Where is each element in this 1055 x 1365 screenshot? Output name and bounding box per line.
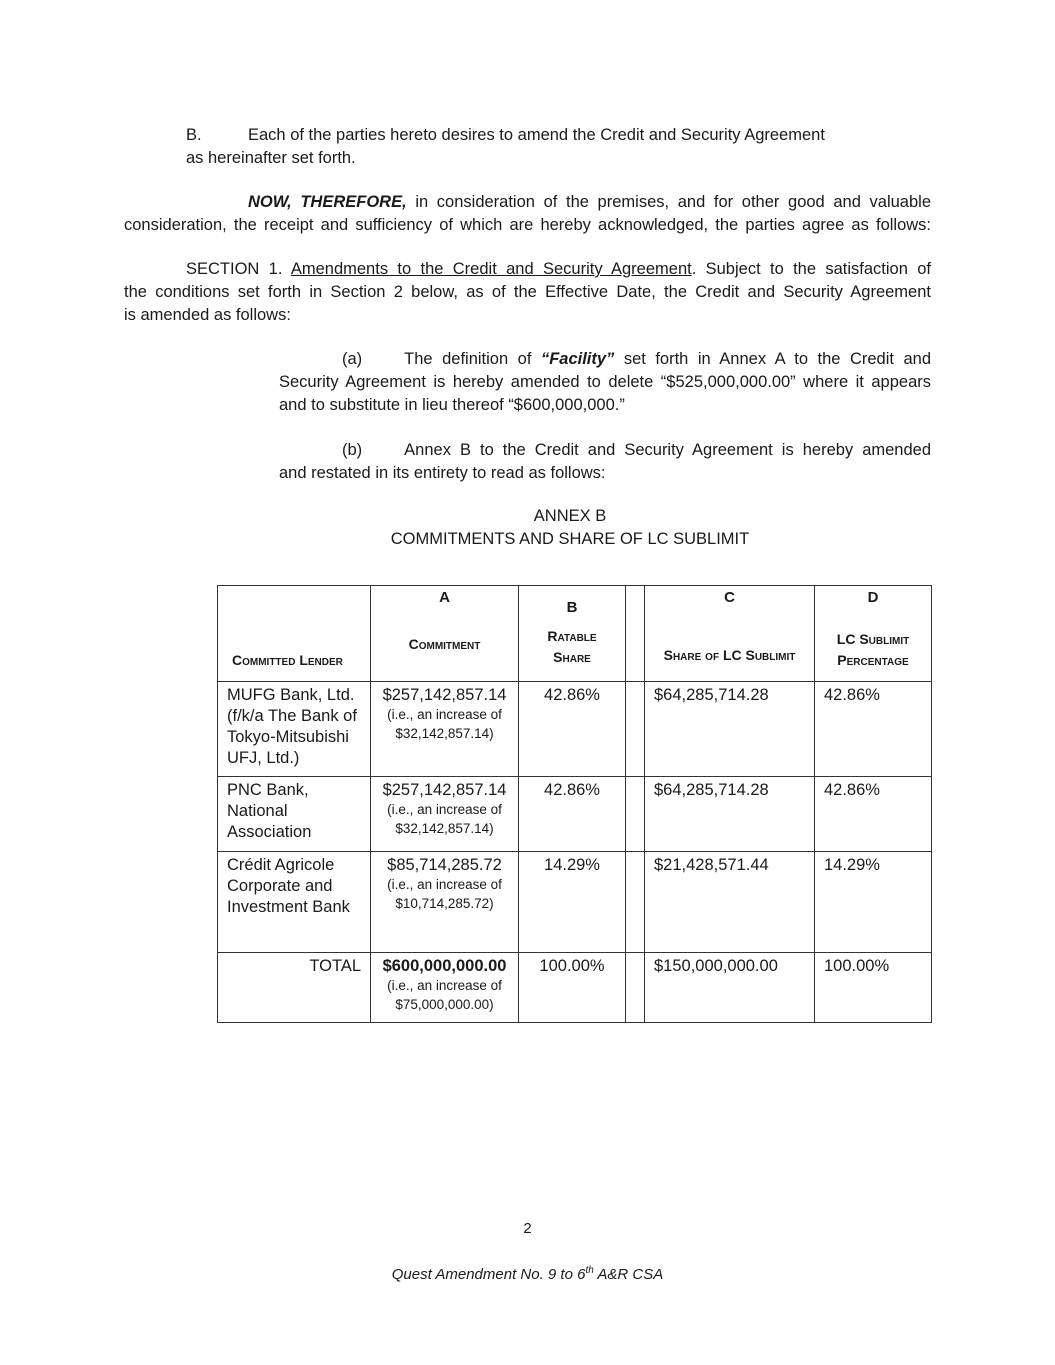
lender-name-cell (218, 852, 371, 953)
commitment-note: (i.e., an increase of (387, 877, 502, 892)
clause-a-line-3: and to substitute in lieu thereof “$600,000,000.” (279, 396, 625, 414)
clause-b-line-1-text: Annex B to the Credit and Security Agreement is hereby amended (404, 441, 931, 459)
commitment-cell (371, 852, 519, 953)
lc-percentage-cell: 42.86% (815, 777, 932, 852)
commitment-amount: $257,142,857.14 (382, 686, 507, 704)
footer-text: Quest Amendment No. 9 to 6 (391, 1266, 586, 1283)
total-commitment-note: (i.e., an increase of (387, 978, 502, 993)
lender-name-line: Tokyo-Mitsubishi (227, 728, 349, 746)
clause-a-line-1-pre: The definition of (404, 350, 532, 368)
commitment-cell (371, 682, 519, 777)
lender-name-line: Crédit Agricole (227, 856, 335, 874)
lc-share-cell: $64,285,714.28 (645, 682, 815, 777)
lender-name-line: Investment Bank (227, 898, 350, 916)
header-c-letter: C (724, 589, 735, 606)
table-row (218, 777, 932, 852)
table-row (218, 852, 932, 953)
now-therefore-line-1-text: in consideration of the premises, and for other good and valuable (415, 193, 931, 211)
annex-title: ANNEX B (533, 507, 607, 525)
commitment-note: (i.e., an increase of (387, 802, 502, 817)
spacer-cell (626, 852, 645, 953)
header-lc-percentage-label-2: Percentage (837, 652, 909, 668)
commitment-increase: $32,142,857.14) (395, 726, 494, 741)
lender-name-line: Corporate and (227, 877, 333, 895)
header-ratable-share (519, 586, 626, 682)
page-number: 2 (523, 1220, 532, 1237)
total-lc-share: $150,000,000.00 (645, 953, 815, 1023)
ratable-share-cell: 14.29% (519, 852, 626, 953)
header-committed-lender-label: Committed Lender (232, 652, 343, 668)
lc-share-cell: $21,428,571.44 (645, 852, 815, 953)
footer-text-end: A&R CSA (593, 1266, 664, 1283)
commitment-increase: $32,142,857.14) (395, 821, 494, 836)
total-lc-percentage: 100.00% (815, 953, 932, 1023)
header-committed-lender (218, 586, 371, 682)
ratable-share-cell: 42.86% (519, 682, 626, 777)
header-lc-share-label: Share of LC Sublimit (663, 647, 796, 663)
clause-b-label: (b) (342, 441, 363, 459)
clause-a-line-1 (342, 350, 931, 369)
section-1-line-3: is amended as follows: (124, 306, 291, 324)
clause-a-label: (a) (342, 350, 363, 368)
paragraph-b-label: B. (186, 126, 202, 144)
total-label: TOTAL (218, 953, 371, 1023)
header-lc-percentage-label-1: LC Sublimit (836, 631, 910, 647)
now-therefore-lead: NOW, THEREFORE, (248, 193, 407, 211)
lender-name-line: National (227, 802, 288, 820)
clause-a-term: “Facility” (540, 350, 615, 368)
lender-name-line: PNC Bank, (227, 781, 309, 799)
header-spacer (626, 586, 645, 682)
section-1-line-2: the conditions set forth in Section 2 below, as of the Effective Date, the Credit and Security Agreement (124, 283, 931, 301)
lender-name-cell (218, 777, 371, 852)
lc-share-cell: $64,285,714.28 (645, 777, 815, 852)
commitment-note: (i.e., an increase of (387, 707, 502, 722)
table-header-row (218, 586, 932, 682)
header-ratable-share-label-2: Share (553, 649, 591, 665)
lc-percentage-cell: 42.86% (815, 682, 932, 777)
spacer-cell (626, 953, 645, 1023)
lender-name-cell (218, 682, 371, 777)
header-ratable-share-label-1: Ratable (547, 628, 597, 644)
section-1-heading: Amendments to the Credit and Security Agreement (290, 260, 692, 278)
clause-b-line-1 (342, 441, 931, 460)
clause-a-line-1-post: set forth in Annex A to the Credit and (623, 350, 931, 368)
lender-name-line: Association (227, 823, 312, 841)
header-d-letter: D (867, 589, 879, 606)
header-b-letter: B (566, 599, 578, 616)
section-1-label: SECTION 1. (186, 260, 283, 278)
clause-a-line-2: Security Agreement is hereby amended to delete “$525,000,000.00” where it appears (279, 373, 931, 391)
commitment-amount: $85,714,285.72 (387, 856, 502, 874)
total-commitment-amount: $600,000,000.00 (382, 957, 507, 975)
paragraph-b-line-2: as hereinafter set forth. (186, 149, 356, 167)
header-commitment (371, 586, 519, 682)
now-therefore-line-2: consideration, the receipt and sufficiency of which are hereby acknowledged, the parties agree as follows: (124, 216, 931, 234)
ratable-share-cell: 42.86% (519, 777, 626, 852)
section-1-line-1 (186, 260, 931, 279)
document-footer (0, 1265, 1055, 1283)
total-ratable-share: 100.00% (519, 953, 626, 1023)
now-therefore-line-1 (248, 193, 931, 212)
commitment-cell (371, 777, 519, 852)
lc-percentage-cell: 14.29% (815, 852, 932, 953)
commitment-amount: $257,142,857.14 (382, 781, 507, 799)
lender-name-line: MUFG Bank, Ltd. (227, 686, 355, 704)
paragraph-b-line-1: Each of the parties hereto desires to amend the Credit and Security Agreement (248, 126, 825, 144)
spacer-cell (626, 682, 645, 777)
annex-subtitle: COMMITMENTS AND SHARE OF LC SUBLIMIT (390, 530, 750, 548)
header-a-letter: A (439, 589, 450, 606)
header-lc-percentage (815, 586, 932, 682)
footer-superscript: th (585, 1265, 594, 1276)
lender-name-line: UFJ, Ltd.) (227, 749, 300, 767)
table-total-row (218, 953, 932, 1023)
commitment-increase: $10,714,285.72) (395, 896, 494, 911)
spacer-cell (626, 777, 645, 852)
lender-name-line: (f/k/a The Bank of (227, 707, 357, 725)
clause-b-line-2: and restated in its entirety to read as follows: (279, 464, 606, 482)
total-commitment-cell (371, 953, 519, 1023)
table-row (218, 682, 932, 777)
header-lc-share (645, 586, 815, 682)
total-commitment-increase: $75,000,000.00) (395, 997, 494, 1012)
section-1-line-1-text: . Subject to the satisfaction of (691, 260, 931, 278)
header-commitment-label: Commitment (408, 636, 481, 652)
commitments-table (217, 585, 932, 1023)
